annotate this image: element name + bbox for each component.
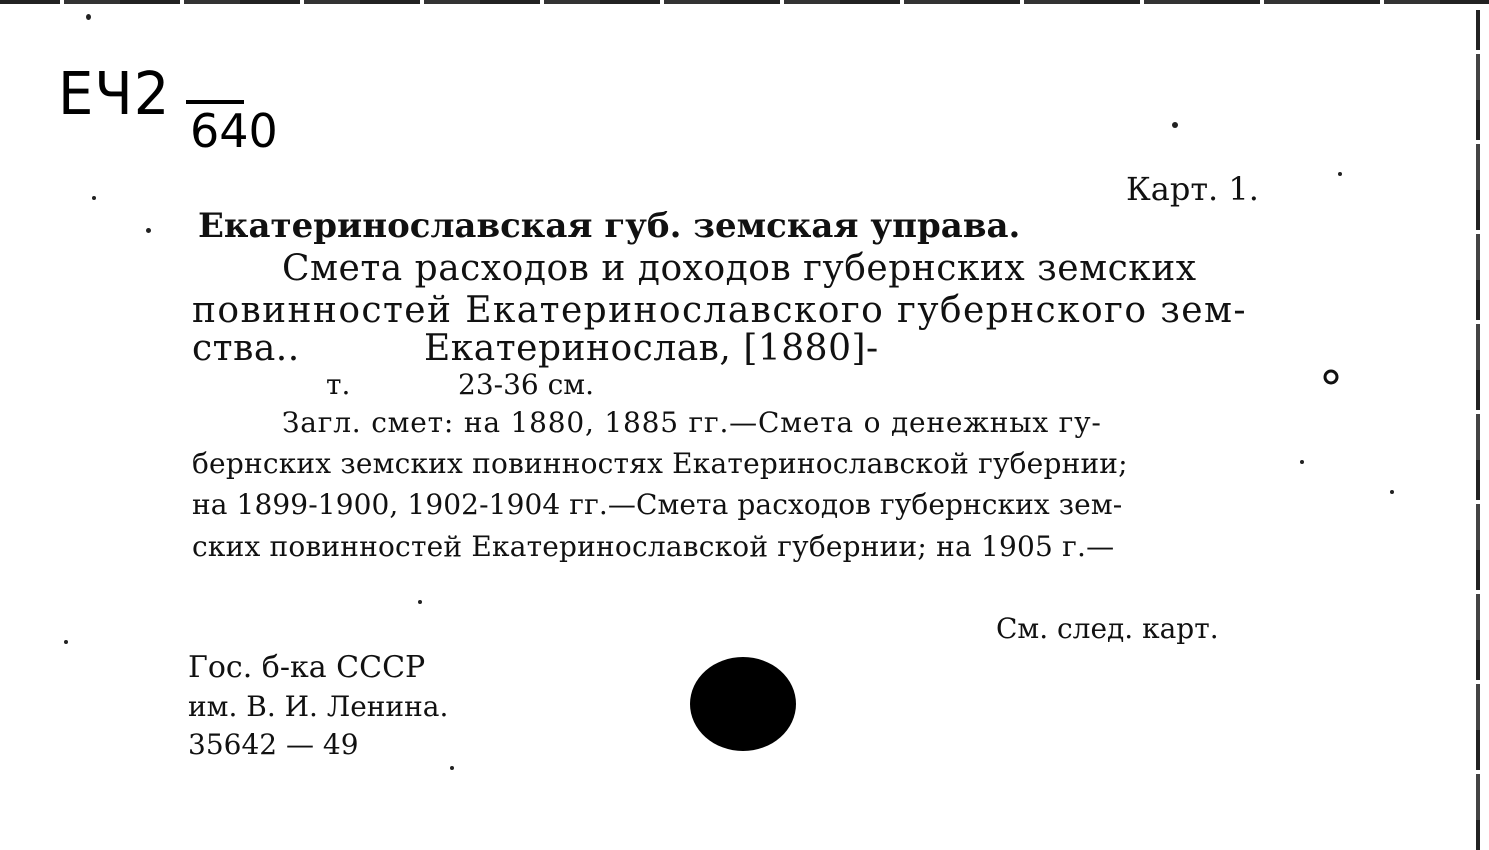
note-line-1: Загл. смет: на 1880, 1885 гг.—Смета о денежных гу- bbox=[282, 406, 1102, 439]
speck bbox=[418, 600, 422, 604]
shelf-mark-bottom: 640 bbox=[190, 104, 278, 158]
continuation-note: См. след. карт. bbox=[996, 612, 1219, 645]
speck bbox=[86, 14, 91, 20]
title-line-1: Смета расходов и доходов губернских земских bbox=[282, 248, 1197, 289]
note-line-4: ских повинностей Екатеринославской губернии; на 1905 г.— bbox=[192, 530, 1115, 563]
speck bbox=[1390, 490, 1394, 494]
speck bbox=[146, 228, 151, 233]
imprint: Екатеринослав, [1880]- bbox=[424, 328, 879, 369]
speck bbox=[64, 640, 68, 644]
library-stamp-line-3: 35642 — 49 bbox=[188, 728, 359, 761]
speck bbox=[92, 196, 96, 200]
card-number: Карт. 1. bbox=[1126, 170, 1259, 208]
speck bbox=[450, 766, 454, 770]
title-line-2: повинностей Екатеринославского губернского зем- bbox=[192, 290, 1247, 331]
speck bbox=[1172, 122, 1178, 128]
card-right-edge bbox=[1476, 10, 1480, 850]
library-stamp-line-2: им. В. И. Ленина. bbox=[188, 690, 449, 723]
speck bbox=[1338, 172, 1342, 176]
volumes: т. bbox=[326, 368, 351, 401]
title-line-3: ства.. bbox=[192, 328, 300, 369]
punch-hole bbox=[690, 657, 796, 751]
card-top-edge bbox=[0, 0, 1489, 4]
library-stamp-line-1: Гос. б-ка СССР bbox=[188, 650, 426, 685]
note-line-3: на 1899-1900, 1902-1904 гг.—Смета расходов губернских зем- bbox=[192, 488, 1123, 521]
ring-mark-icon bbox=[1320, 366, 1342, 388]
note-line-2: бернских земских повинностях Екатеринославской губернии; bbox=[192, 447, 1128, 480]
dimensions: 23-36 см. bbox=[458, 368, 594, 401]
shelf-mark-top: ЕЧ2 bbox=[58, 60, 171, 129]
speck bbox=[1300, 460, 1304, 464]
heading-corporate-author: Екатеринославская губ. земская управа. bbox=[198, 206, 1021, 246]
